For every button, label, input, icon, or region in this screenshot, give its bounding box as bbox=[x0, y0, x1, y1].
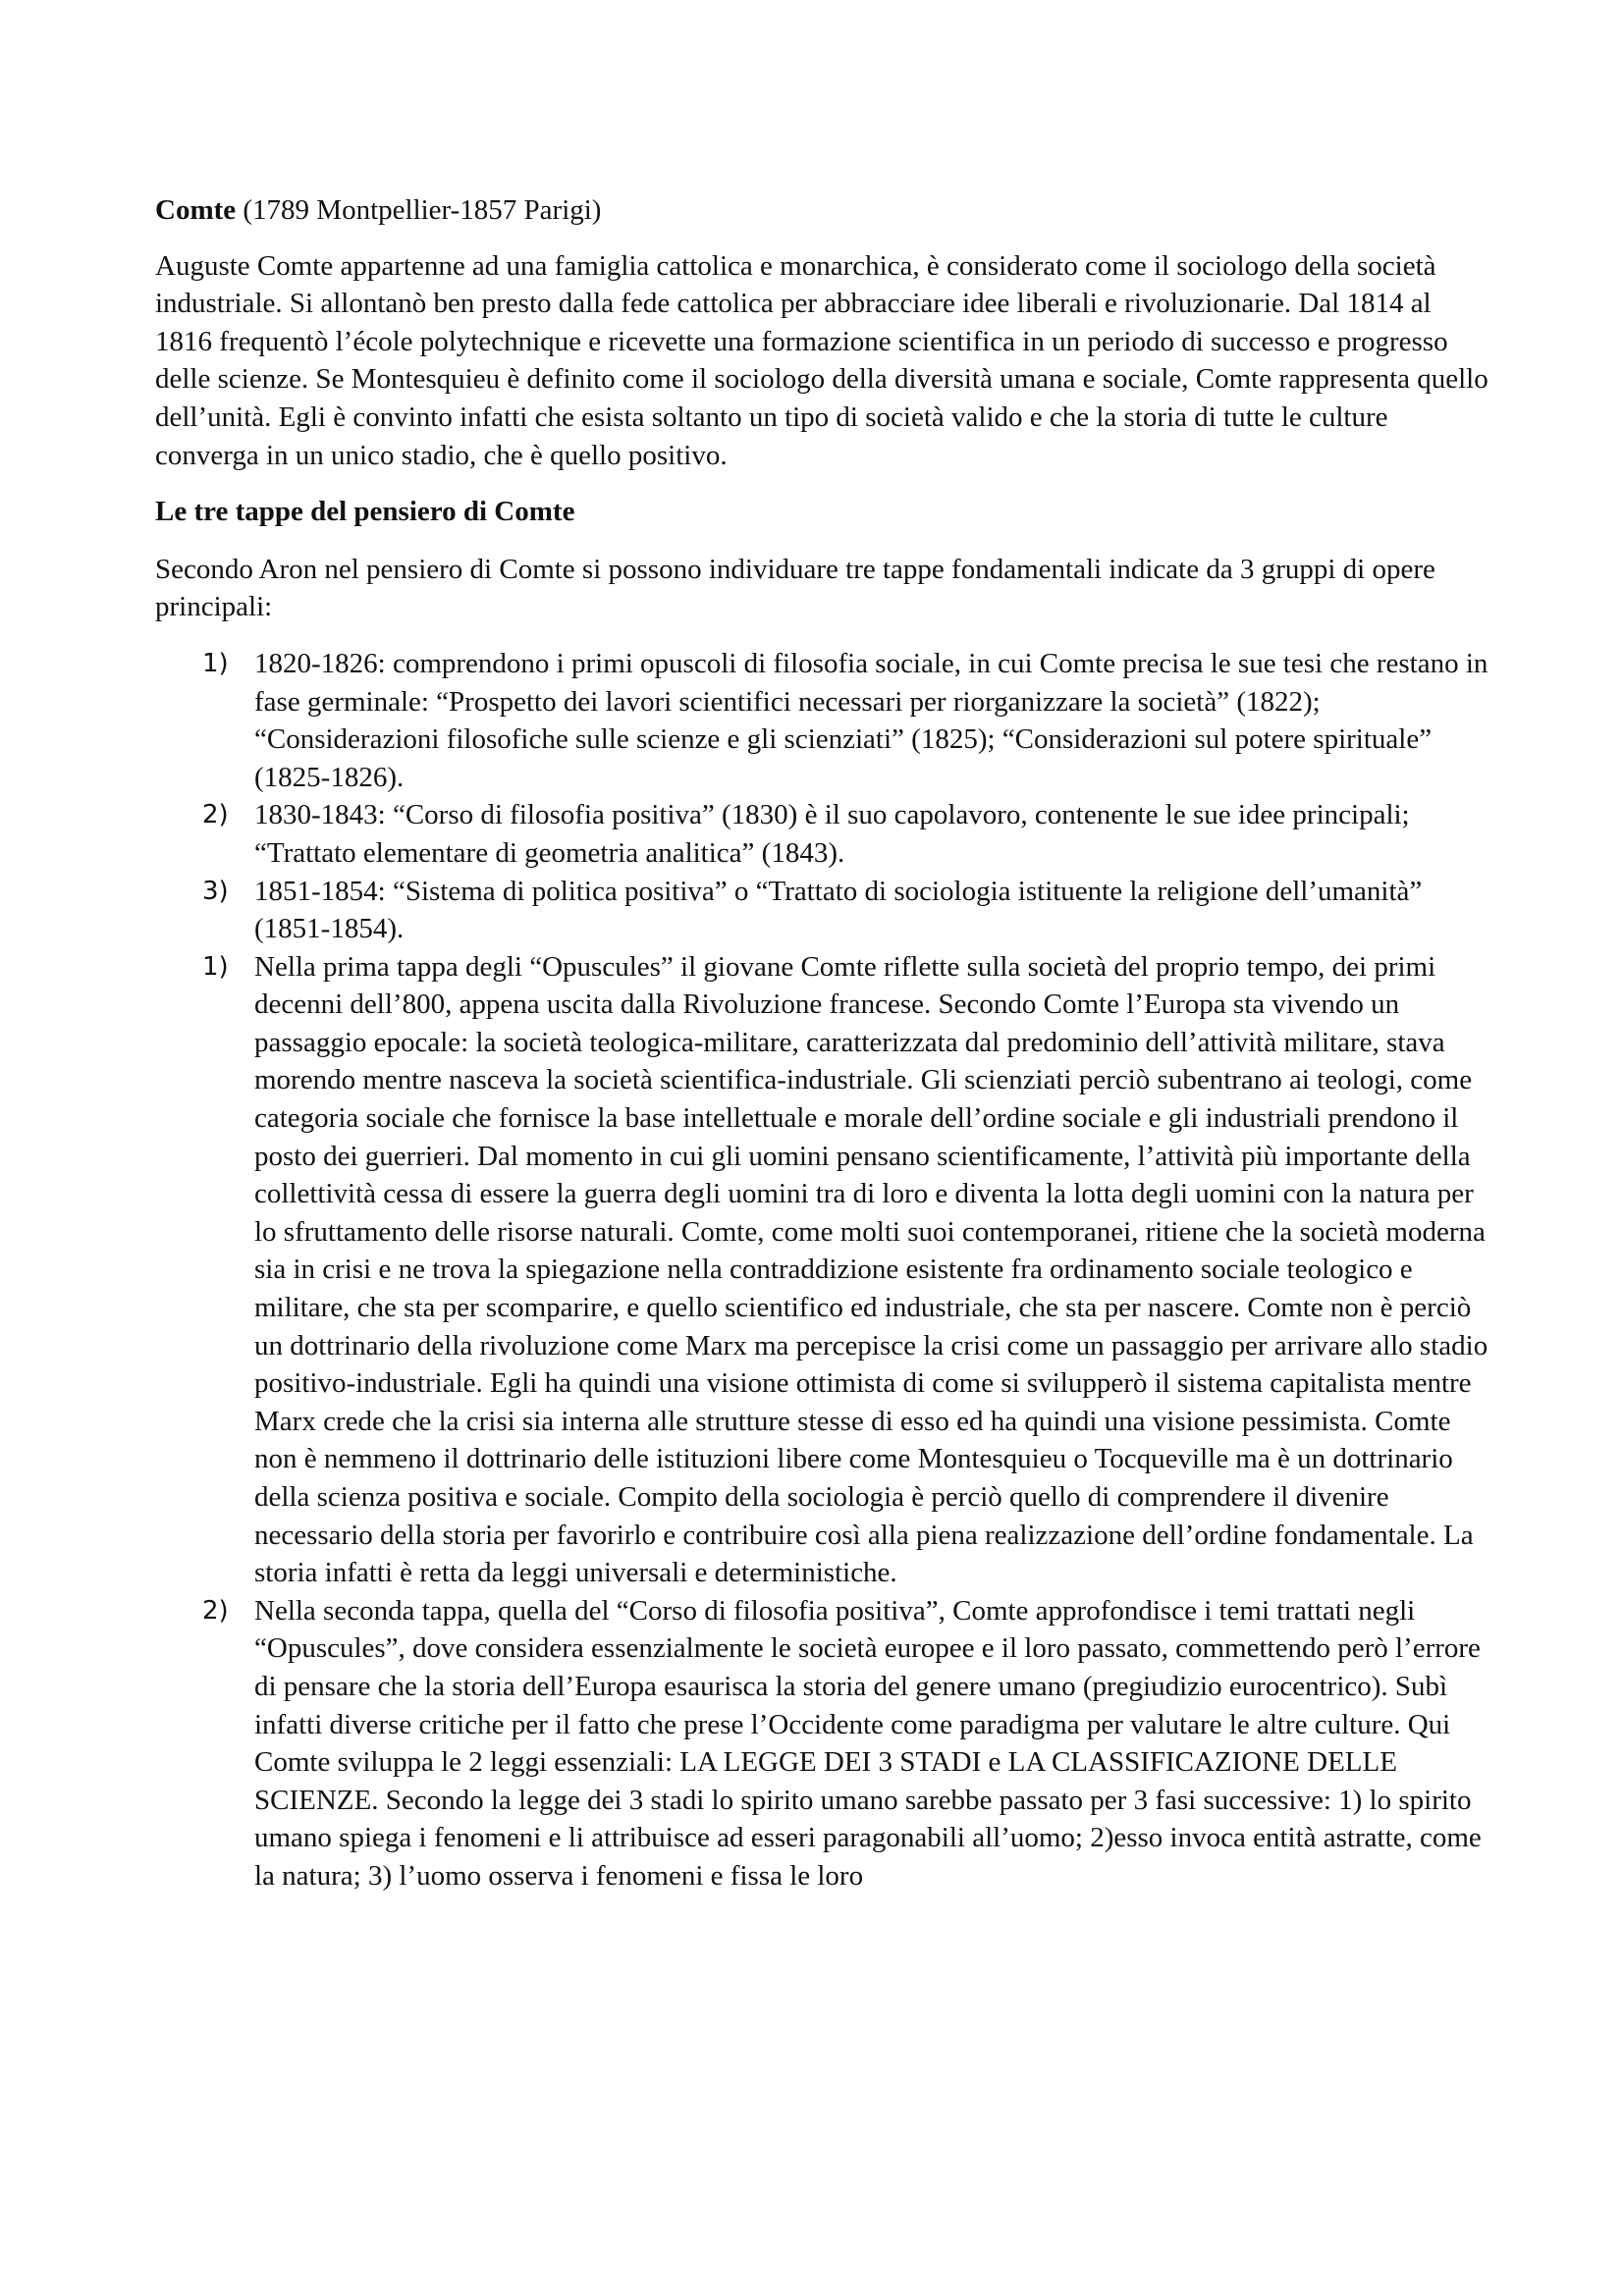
section-heading: Le tre tappe del pensiero di Comte bbox=[155, 496, 575, 528]
title-name: Comte bbox=[155, 194, 237, 226]
document-title bbox=[155, 191, 1490, 230]
intro-paragraph: Auguste Comte appartenne ad una famiglia cattolica e monarchica, è considerato come il sociologo della società industriale. Si allontanò ben presto dalla fede cattolica per abbracciare idee liberali e rivoluzionarie. Dal 1814 al 1816 frequentò l’école polytechnique e ricevette una formazione scientifica in un periodo di successo e progresso delle scienze. Se Montesquieu è definito come il sociologo della diversità umana e sociale, Comte rappresenta quello dell’unità. Egli è convinto infatti che esista soltanto un tipo di società valido e che la storia di tutte le culture converga in un unico stadio, che è quello positivo. bbox=[155, 249, 1488, 471]
list-item-text: 1830-1843: “Corso di filosofia positiva” (1830) è il suo capolavoro, contenente le sue idee principali; “Trattato elementare di geometria analitica” (1843). bbox=[254, 799, 1410, 869]
list-number: 2) bbox=[202, 800, 229, 830]
list-item bbox=[155, 948, 1490, 1592]
list-number: 2) bbox=[202, 1595, 229, 1626]
list-number: 1) bbox=[202, 648, 229, 678]
works-list bbox=[155, 645, 1490, 948]
list-item bbox=[155, 873, 1490, 948]
list-item-text: Nella prima tappa degli “Opuscules” il giovane Comte riflette sulla società del proprio tempo, dei primi decenni dell’800, appena uscita dalla Rivoluzione francese. Secondo Comte l’Europa sta vivendo un passaggio epocale: la società teologica-militare, caratterizzata dal predominio dell’attività militare, stava morendo mentre nasceva la società scientifica-industriale. Gli scienziati perciò subentrano ai teologi, come categoria sociale che fornisce la base intellettuale e morale dell’ordine sociale e gli industriali prendono il posto dei guerrieri. Dal momento in cui gli uomini pensano scientificamente, l’attività più importante della collettività cessa di essere la guerra degli uomini tra di loro e diventa la lotta degli uomini con la natura per lo sfruttamento delle risorse naturali. Comte, come molti suoi contemporanei, ritiene che la società moderna sia in crisi e ne trova la spiegazione nella contraddizione esistente fra ordinamento sociale teologico e militare, che sta per scomparire, e quello scientifico ed industriale, che sta per nascere. Comte non è perciò un dottrinario della rivoluzione come Marx ma percepisce la crisi come un passaggio per arrivare allo stadio positivo-industriale. Egli ha quindi una visione ottimista di come si svilupperò il sistema capitalista mentre Marx crede che la crisi sia interna alle strutture stesse di esso ed ha quindi una visione pessimista. Comte non è nemmeno il dottrinario delle istituzioni libere come Montesquieu o Tocqueville ma è un dottrinario della scienza positiva e sociale. Compito della sociologia è perciò quello di comprendere il divenire necessario della storia per favorirlo e contribuire così alla piena realizzazione dell’ordine fondamentale. La storia infatti è retta da leggi universali e deterministiche. bbox=[254, 950, 1488, 1589]
lead-paragraph: Secondo Aron nel pensiero di Comte si possono individuare tre tappe fondamentali indicate da 3 gruppi di opere principali: bbox=[155, 553, 1435, 623]
list-item bbox=[155, 1592, 1490, 1896]
list-item-text: 1851-1854: “Sistema di politica positiva” o “Trattato di sociologia istituente la religione dell’umanità” (1851-1854). bbox=[254, 875, 1423, 945]
list-item bbox=[155, 645, 1490, 796]
title-dates: (1789 Montpellier-1857 Parigi) bbox=[236, 194, 602, 226]
list-item-text: Nella seconda tappa, quella del “Corso di filosofia positiva”, Comte approfondisce i temi trattati negli “Opuscules”, dove considera essenzialmente le società europee e il loro passato, commettendo però l’errore di pensare che la storia dell’Europa esaurisca la storia del genere umano (pregiudizio eurocentrico). Subì infatti diverse critiche per il fatto che prese l’Occidente come paradigma per valutare le altre culture. Qui Comte sviluppa le 2 leggi essenziali: LA LEGGE DEI 3 STADI e LA CLASSIFICAZIONE DELLE SCIENZE. Secondo la legge dei 3 stadi lo spirito umano sarebbe passato per 3 fasi successive: 1) lo spirito umano spiega i fenomeni e li attribuisce ad esseri paragonabili all’uomo; 2)esso invoca entità astratte, come la natura; 3) l’uomo osserva i fenomeni e fissa le loro bbox=[254, 1594, 1482, 1892]
document-page bbox=[155, 191, 1490, 1896]
stages-list bbox=[155, 948, 1490, 1896]
list-number: 1) bbox=[202, 951, 229, 982]
list-number: 3) bbox=[202, 876, 229, 906]
list-item-text: 1820-1826: comprendono i primi opuscoli di filosofia sociale, in cui Comte precisa le sue tesi che restano in fase germinale: “Prospetto dei lavori scientifici necessari per riorganizzare la società” (1822); “Considerazioni filosofiche sulle scienze e gli scienziati” (1825); “Considerazioni sul potere spirituale” (1825-1826). bbox=[254, 647, 1488, 793]
list-item bbox=[155, 796, 1490, 872]
